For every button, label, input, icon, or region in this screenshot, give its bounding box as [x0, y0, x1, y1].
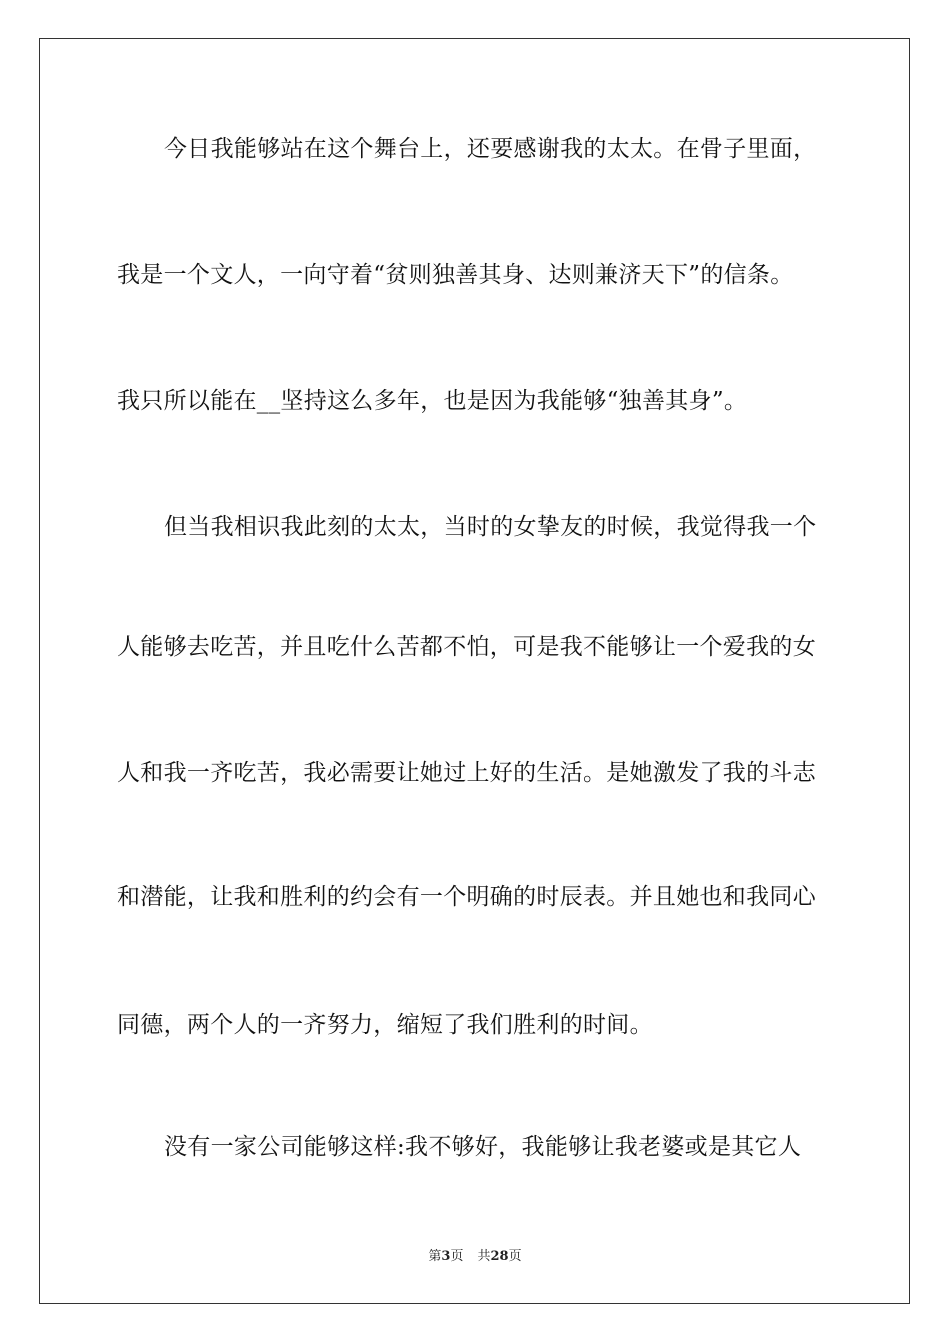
page-suffix: 页 [450, 1249, 464, 1264]
text-line: 我只所以能在__坚持这么多年，也是因为我能够“独善其身”。 [117, 388, 748, 414]
text-line: 今日我能够站在这个舞台上，还要感谢我的太太。在骨子里面， [164, 136, 817, 162]
page-prefix: 第 [428, 1249, 442, 1264]
text-line: 没有一家公司能够这样:我不够好，我能够让我老婆或是其它人 [164, 1134, 802, 1160]
page-border [39, 38, 910, 1304]
page-number: 3 [441, 1249, 451, 1264]
text-line: 人能够去吃苦，并且吃什么苦都不怕，可是我不能够让一个爱我的女 [117, 634, 816, 660]
text-line: 但当我相识我此刻的太太，当时的女挚友的时候，我觉得我一个 [164, 514, 817, 540]
text-line: 人和我一齐吃苦，我必需要让她过上好的生活。是她激发了我的斗志 [117, 760, 816, 786]
total-suffix: 页 [508, 1249, 522, 1264]
text-line: 我是一个文人，一向守着“贫则独善其身、达则兼济天下”的信条。 [117, 262, 794, 288]
text-line: 和潜能，让我和胜利的约会有一个明确的时辰表。并且她也和我同心 [117, 884, 816, 910]
total-pages: 28 [490, 1249, 509, 1264]
text-line: 同德，两个人的一齐努力，缩短了我们胜利的时间。 [117, 1012, 653, 1038]
page-footer [0, 1248, 950, 1266]
total-prefix: 共 [477, 1249, 491, 1264]
